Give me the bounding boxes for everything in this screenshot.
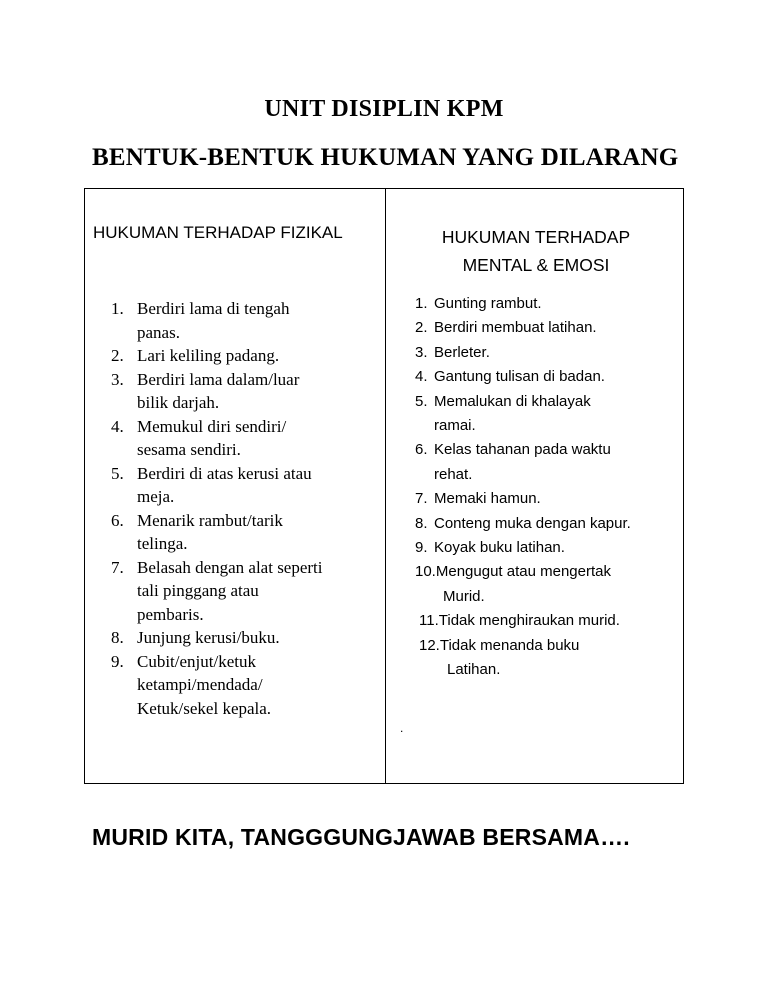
list-item <box>111 297 373 344</box>
item-line: Gunting rambut. <box>434 295 542 312</box>
item-line: Conteng muka dengan kapur. <box>434 514 631 532</box>
item-line: Murid. <box>443 587 485 605</box>
mental-punishment-list <box>415 292 683 683</box>
item-number: 9. <box>415 539 428 557</box>
item-number: 2. <box>111 346 124 365</box>
item-number: 6. <box>111 510 124 530</box>
list-item <box>415 560 683 609</box>
item-number: 5. <box>111 463 124 483</box>
item-line: Belasah dengan alat seperti <box>137 557 323 577</box>
item-line: Tidak menghiraukan murid. <box>438 612 620 630</box>
item-line: pembaris. <box>137 604 204 624</box>
list-item <box>415 292 683 316</box>
item-line: Tidak menanda buku <box>439 636 580 654</box>
list-item <box>111 626 373 650</box>
item-line: Memalukan di khalayak <box>434 392 591 410</box>
item-number: 5. <box>415 392 428 410</box>
item-line: meja. <box>137 487 175 506</box>
item-line: Latihan. <box>447 661 501 679</box>
item-number: 11. <box>419 612 439 630</box>
item-number: 3. <box>415 343 428 361</box>
item-line: Berdiri lama di tengah <box>137 299 290 318</box>
list-item <box>415 512 683 536</box>
list-item <box>415 365 683 389</box>
item-line: sesama sendiri. <box>137 440 241 459</box>
item-line: Kelas tahanan pada waktu <box>434 441 611 459</box>
item-line: Berdiri lama dalam/luar <box>137 369 300 389</box>
list-item <box>111 344 373 368</box>
list-item <box>111 556 373 627</box>
item-number: 10. <box>415 563 436 581</box>
item-number: 6. <box>415 441 428 459</box>
document-title: UNIT DISIPLIN KPM <box>264 96 504 122</box>
item-line: Ketuk/sekel kepala. <box>137 698 272 718</box>
item-line: Menarik rambut/tarik <box>137 510 283 530</box>
item-number: 3. <box>111 369 124 389</box>
list-item <box>415 536 683 560</box>
list-item <box>415 316 683 340</box>
item-number: 4. <box>415 368 428 386</box>
item-line: panas. <box>137 322 180 342</box>
item-line: Berdiri membuat latihan. <box>434 319 597 337</box>
item-line: Mengugut atau mengertak <box>435 563 611 581</box>
list-item <box>111 415 373 462</box>
list-item <box>111 509 373 556</box>
item-line: Cubit/enjut/ketuk <box>137 651 256 671</box>
item-number: 12. <box>419 636 440 654</box>
physical-punishment-list <box>111 297 373 720</box>
item-line: Gantung tulisan di badan. <box>434 368 605 386</box>
item-number: 8. <box>111 628 124 647</box>
physical-column-heading: HUKUMAN TERHADAP FIZIKAL <box>93 223 343 242</box>
item-number: 2. <box>415 319 428 337</box>
item-line: telinga. <box>137 534 188 553</box>
item-line: Junjung kerusi/buku. <box>137 628 280 647</box>
item-line: tali pinggang atau <box>137 581 259 600</box>
document-subtitle: BENTUK-BENTUK HUKUMAN YANG DILARANG <box>92 144 679 171</box>
punishment-table <box>84 188 684 784</box>
item-line: ketampi/mendada/ <box>137 675 263 694</box>
list-item <box>415 438 683 487</box>
footer-slogan: MURID KITA, TANGGGUNGJAWAB BERSAMA…. <box>92 824 630 850</box>
mental-heading-line1: HUKUMAN TERHADAP <box>441 227 631 247</box>
item-number: 4. <box>111 416 124 436</box>
item-line: ramai. <box>434 417 476 435</box>
item-line: Koyak buku latihan. <box>434 539 565 557</box>
list-item <box>415 390 683 439</box>
list-item <box>111 462 373 509</box>
item-line: Memaki hamun. <box>434 490 541 508</box>
item-line: Berdiri di atas kerusi atau <box>137 463 312 483</box>
list-item <box>415 341 683 365</box>
list-item <box>419 609 683 633</box>
item-line: Berleter. <box>434 343 490 361</box>
list-item <box>415 487 683 511</box>
item-line: bilik darjah. <box>137 393 220 412</box>
item-number: 8. <box>415 514 428 532</box>
item-line: Lari keliling padang. <box>137 346 280 365</box>
item-line: rehat. <box>434 465 473 483</box>
list-item <box>419 634 683 683</box>
item-number: 1. <box>111 299 124 318</box>
list-item <box>111 650 373 721</box>
list-item <box>111 368 373 415</box>
item-number: 7. <box>415 490 428 508</box>
stray-mark: . <box>400 721 404 735</box>
mental-column-heading <box>387 223 685 279</box>
item-line: Memukul diri sendiri/ <box>137 416 287 436</box>
column-divider <box>385 189 386 783</box>
mental-heading-line2: MENTAL & EMOSI <box>462 255 610 275</box>
item-number: 7. <box>111 557 124 577</box>
item-number: 1. <box>415 295 428 312</box>
item-number: 9. <box>111 651 124 671</box>
